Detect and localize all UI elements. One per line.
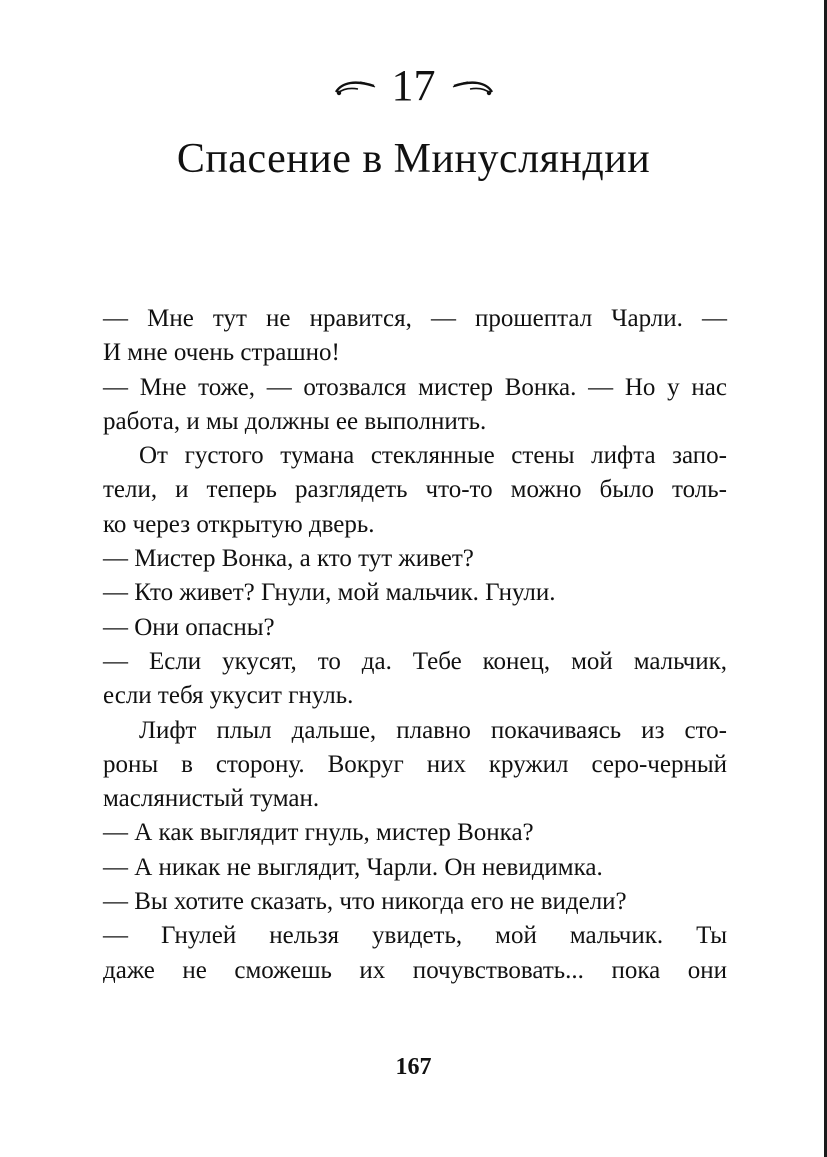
text-line: даже не сможешь их почувствовать... пока они [103,956,727,984]
page-number: 167 [395,1054,432,1080]
left-flourish-icon [334,74,378,98]
text-line: — А как выглядит гнуль, мистер Вонка? [103,819,534,847]
text-line: И мне очень страшно! [103,339,340,367]
text-line: — Кто живет? Гнули, мой мальчик. Гнули. [103,579,556,607]
right-flourish-icon [450,74,494,98]
text-line: — Гнулей нельзя увидеть, мой мальчик. Ты [103,922,727,950]
text-line: От густого тумана стеклянные стены лифта запо- [139,442,727,470]
chapter-number: 17 [391,61,436,110]
text-line: роны в сторону. Вокруг них кружил серо-черный [103,750,727,778]
text-line: маслянистый туман. [103,785,320,813]
chapter-heading [0,61,827,110]
text-line: — Мистер Вонка, а кто тут живет? [103,545,474,573]
text-line: — Мне тут не нравится, — прошептал Чарли. — [103,305,727,332]
text-line: — А никак не выглядит, Чарли. Он невидимка. [103,853,603,881]
text-line: — Они опасны? [103,613,275,641]
text-line: — Вы хотите сказать, что никогда его не видели? [103,888,627,916]
chapter-title: Спасение в Минусляндии [176,136,651,182]
body-text [103,302,727,988]
text-line: Лифт плыл дальше, плавно покачиваясь из сто- [139,716,727,744]
text-line: если тебя укусит гнуль. [103,682,354,710]
text-line: работа, и мы должны ее выполнить. [103,407,487,435]
text-line: тели, и теперь разглядеть что-то можно было толь- [103,476,727,504]
text-line: ко через открытую дверь. [103,510,375,538]
text-line: — Мне тоже, — отозвался мистер Вонка. — Но у нас [103,373,727,401]
text-line: — Если укусят, то да. Тебе конец, мой мальчик, [103,647,727,675]
